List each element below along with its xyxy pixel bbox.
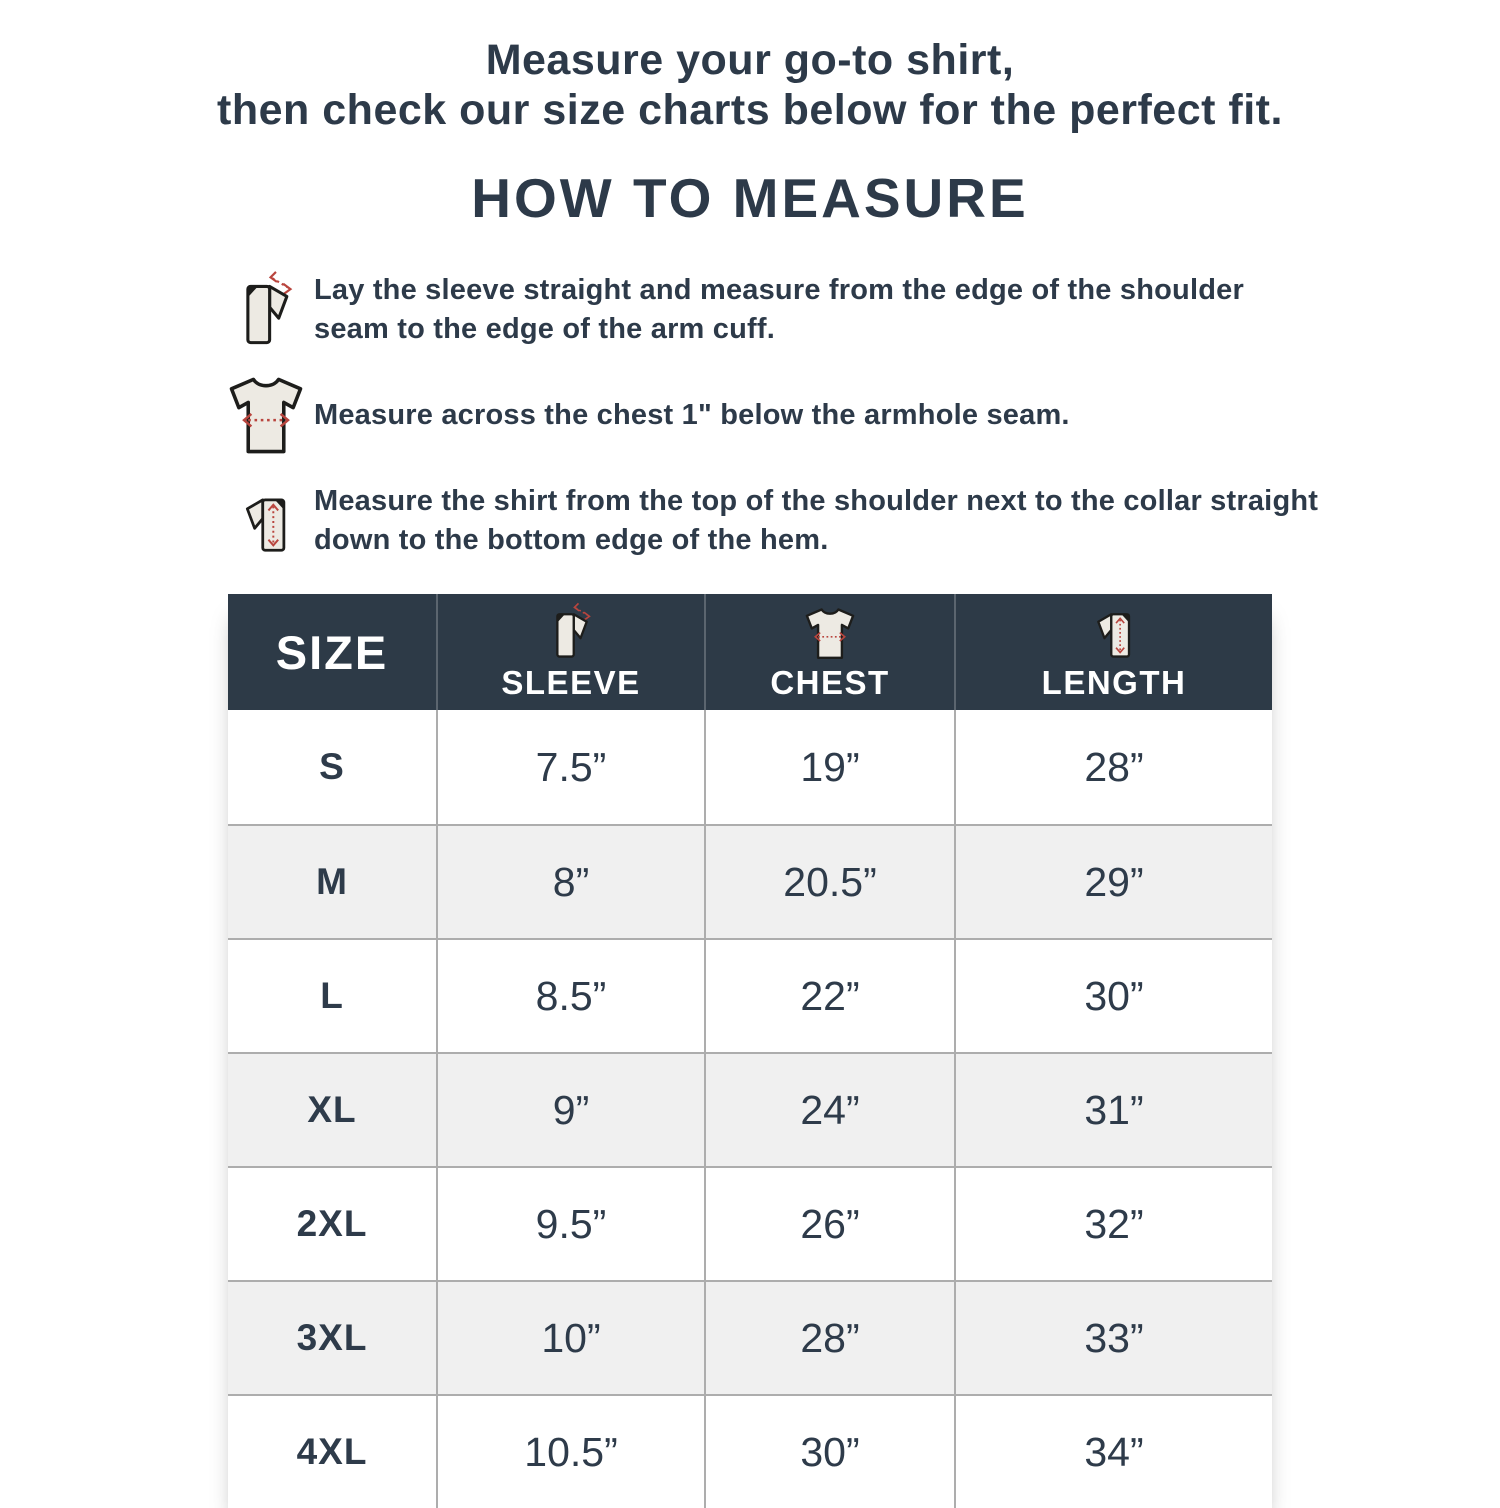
column-header-size: SIZE: [275, 625, 389, 679]
length-cell: 31”: [954, 1054, 1272, 1166]
size-chart-table: [228, 594, 1272, 1508]
table-row: [228, 1052, 1272, 1166]
size-cell: S: [319, 746, 345, 788]
intro-block: [0, 0, 1500, 136]
size-cell: 3XL: [296, 1317, 368, 1359]
table-row: [228, 1280, 1272, 1394]
length-cell: 30”: [954, 940, 1272, 1052]
chest-cell: 20.5”: [704, 826, 954, 938]
table-row: [228, 1166, 1272, 1280]
chest-cell: 24”: [704, 1054, 954, 1166]
sleeve-cell: 8.5”: [436, 940, 704, 1052]
instruction-chest: [218, 374, 1338, 458]
size-cell: XL: [307, 1089, 357, 1131]
intro-line-2: then check our size charts below for the perfect fit.: [217, 85, 1283, 134]
length-cell: 28”: [954, 710, 1272, 824]
measure-instructions: [218, 270, 1338, 560]
instruction-sleeve: [218, 270, 1338, 350]
chest-cell: 26”: [704, 1168, 954, 1280]
table-row: [228, 824, 1272, 938]
size-cell: L: [320, 975, 344, 1017]
column-header-chest-label: CHEST: [770, 664, 890, 702]
size-cell: 2XL: [296, 1203, 368, 1245]
sleeve-cell: 10”: [436, 1282, 704, 1394]
page-title: HOW TO MEASURE: [471, 166, 1029, 229]
sleeve-cell: 8”: [436, 826, 704, 938]
instruction-length: [218, 482, 1338, 560]
sleeve-cell: 10.5”: [436, 1396, 704, 1508]
table-row: [228, 710, 1272, 824]
chest-cell: 22”: [704, 940, 954, 1052]
length-cell: 29”: [954, 826, 1272, 938]
column-header-sleeve: [436, 594, 704, 710]
length-cell: 32”: [954, 1168, 1272, 1280]
instruction-length-text: Measure the shirt from the top of the shoulder next to the collar straight down to the bottom edge of the hem.: [314, 484, 1319, 556]
sleeve-cell: 7.5”: [436, 710, 704, 824]
chest-cell: 30”: [704, 1396, 954, 1508]
chest-measure-icon: [799, 606, 861, 662]
table-row: [228, 1394, 1272, 1508]
length-cell: 34”: [954, 1396, 1272, 1508]
sleeve-cell: 9”: [436, 1054, 704, 1166]
column-header-sleeve-label: SLEEVE: [501, 664, 641, 702]
chest-measure-icon: [218, 374, 314, 458]
length-measure-icon: [218, 485, 314, 557]
sleeve-measure-icon: [218, 270, 314, 350]
length-measure-icon: [1092, 602, 1136, 662]
sleeve-cell: 9.5”: [436, 1168, 704, 1280]
length-cell: 33”: [954, 1282, 1272, 1394]
instruction-sleeve-text: Lay the sleeve straight and measure from the edge of the shoulder seam to the edge of the arm cuff.: [314, 273, 1244, 345]
sleeve-measure-icon: [549, 602, 593, 662]
intro-line-1: Measure your go-to shirt,: [485, 36, 1015, 84]
instruction-chest-text: Measure across the chest 1" below the armhole seam.: [314, 399, 1070, 432]
size-cell: 4XL: [296, 1431, 368, 1473]
table-header-row: [228, 594, 1272, 710]
table-row: [228, 938, 1272, 1052]
size-cell: M: [316, 861, 348, 903]
column-header-length-label: LENGTH: [1041, 664, 1187, 702]
column-header-length: [954, 594, 1272, 710]
column-header-chest: [704, 594, 954, 710]
chest-cell: 28”: [704, 1282, 954, 1394]
chest-cell: 19”: [704, 710, 954, 824]
